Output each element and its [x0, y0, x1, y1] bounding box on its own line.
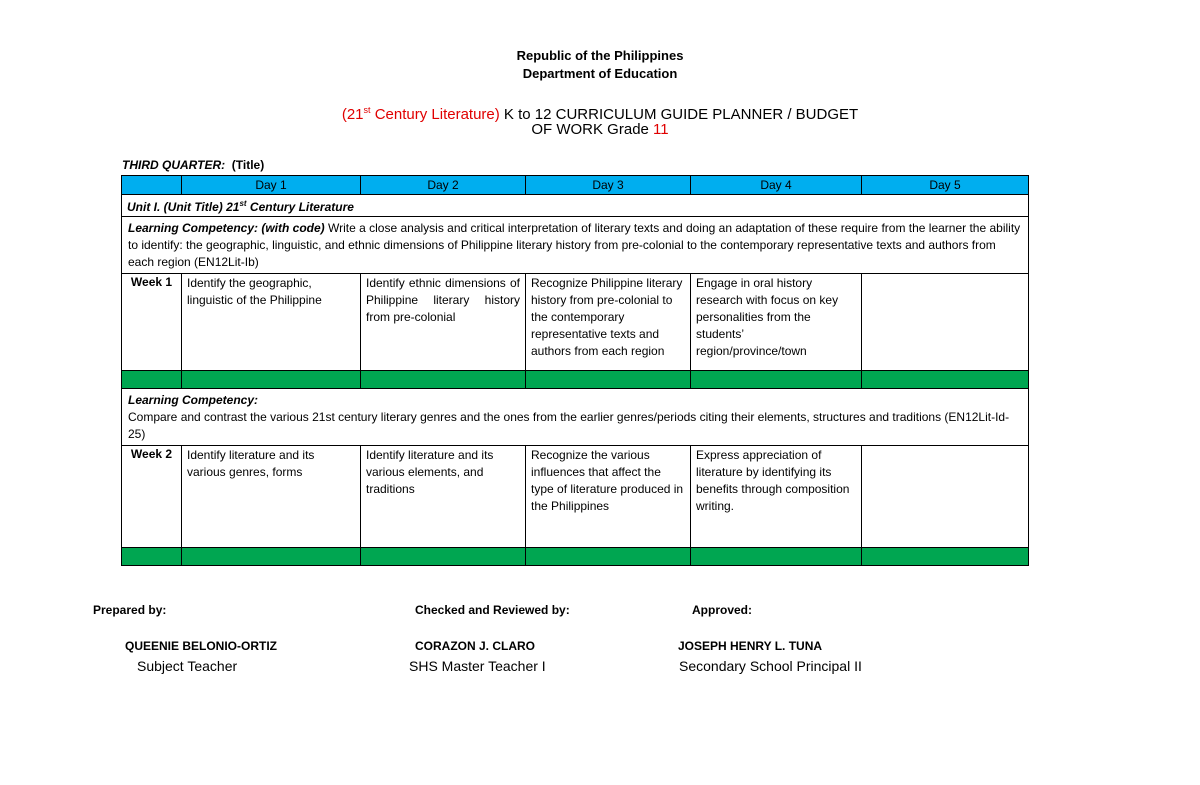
- week-1-day-4: Engage in oral history research with focus on key personalities from the students’ region/province/town: [691, 274, 862, 371]
- day-header-3: Day 3: [526, 176, 691, 195]
- unit-suffix: Century Literature: [246, 200, 354, 214]
- week-1-day-2: Identify ethnic dimensions of Philippine literary history from pre-colonial: [361, 274, 526, 371]
- day-header-5: Day 5: [862, 176, 1029, 195]
- week-1-day-3: Recognize Philippine literary history from pre-colonial to the contemporary representative texts and authors from each region: [526, 274, 691, 371]
- separator-row-2: [122, 548, 1029, 566]
- day-header-blank: [122, 176, 182, 195]
- approved-name: JOSEPH HENRY L. TUNA: [678, 639, 823, 653]
- title-subject-suffix: Century Literature): [370, 106, 500, 123]
- week-1-day-5: [862, 274, 1029, 371]
- week-2-day-2: Identify literature and its various elements, and traditions: [361, 446, 526, 548]
- checked-by-role: SHS Master Teacher I: [409, 658, 546, 674]
- document-title-line2: [0, 120, 1200, 140]
- week-1-row: [122, 274, 1029, 371]
- learning-competency-1: [122, 217, 1029, 274]
- day-header-1: Day 1: [182, 176, 361, 195]
- week-1-label: Week 1: [122, 274, 182, 371]
- competency-row-2: [122, 389, 1029, 446]
- competency-1-label: Learning Competency: (with code): [128, 221, 325, 235]
- prepared-by-role: Subject Teacher: [137, 658, 238, 674]
- day-header-2: Day 2: [361, 176, 526, 195]
- week-2-day-5: [862, 446, 1029, 548]
- week-1-day-1: Identify the geographic, linguistic of the Philippine: [182, 274, 361, 371]
- unit-sup: st: [239, 199, 247, 208]
- day-header-4: Day 4: [691, 176, 862, 195]
- checked-by-name: CORAZON J. CLARO: [415, 639, 535, 653]
- week-2-row: [122, 446, 1029, 548]
- quarter-title: (Title): [231, 158, 265, 172]
- learning-competency-2: [122, 389, 1029, 446]
- competency-2-label: Learning Competency:: [128, 393, 259, 407]
- unit-row: [122, 195, 1029, 217]
- unit-title: [122, 195, 1029, 217]
- week-2-day-3: Recognize the various influences that affect the type of literature produced in the Philippines: [526, 446, 691, 548]
- separator-row-1: [122, 371, 1029, 389]
- checked-by-label: Checked and Reviewed by:: [415, 603, 570, 617]
- title-subject-sup: st: [363, 105, 371, 115]
- week-2-day-1: Identify literature and its various genres, forms: [182, 446, 361, 548]
- approved-label: Approved:: [692, 603, 752, 617]
- prepared-by-label: Prepared by:: [93, 603, 167, 617]
- title-subject-prefix: (21: [341, 106, 364, 123]
- week-2-label: Week 2: [122, 446, 182, 548]
- department-heading: Department of Education: [522, 66, 678, 81]
- budget-of-work-table: [121, 175, 1029, 566]
- quarter-heading: [122, 158, 264, 172]
- title-text-1: K to 12 CURRICULUM GUIDE PLANNER / BUDGET: [499, 106, 859, 123]
- competency-2-text: Compare and contrast the various 21st century literary genres and the ones from the earlier genres/periods citing their elements, structures and traditions (EN12Lit-Id-25): [128, 410, 1010, 441]
- title-grade: 11: [653, 121, 669, 138]
- prepared-by-name: QUEENIE BELONIO-ORTIZ: [125, 639, 278, 653]
- competency-row-1: [122, 217, 1029, 274]
- approved-role: Secondary School Principal II: [679, 658, 862, 674]
- title-text-2: OF WORK Grade: [531, 121, 654, 138]
- unit-prefix: Unit I. (Unit Title) 21: [127, 200, 240, 214]
- week-2-day-4: Express appreciation of literature by identifying its benefits through composition writing.: [691, 446, 862, 548]
- day-header-row: [122, 176, 1029, 195]
- republic-heading: Republic of the Philippines: [516, 48, 684, 63]
- competency-1-text: Write a close analysis and critical interpretation of literary texts and doing an adaptation of these require from the learner the ability to identify: the geographic, linguistic, and ethnic dimensions of Philippine literary history from pre-colonial to the contemporary representative texts and authors from each region (EN12Lit-Ib): [128, 221, 1021, 269]
- quarter-label: THIRD QUARTER:: [122, 158, 226, 172]
